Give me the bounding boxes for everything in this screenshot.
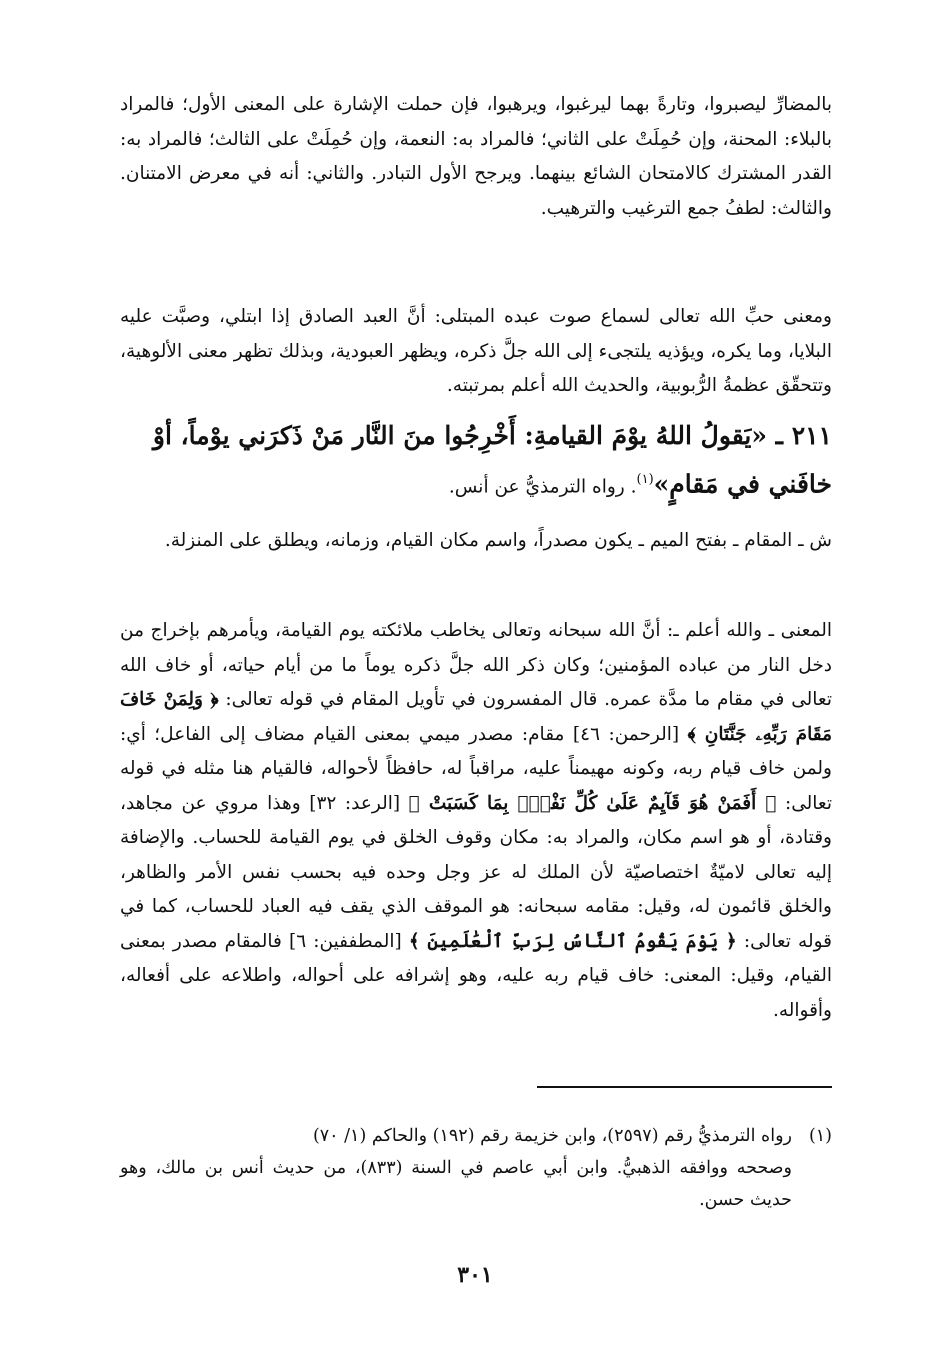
hadith-narration: . رواه الترمذيُّ عن أنس. <box>448 476 637 498</box>
meaning-part-4: [المطففين: ٦] فالمقام مصدر بمعنى القيام، وقيل: المعنى: خاف قيام ربه عليه، وهو إشرافه على أحواله، واطلاعه على أفعاله، وأقواله. <box>120 930 832 1021</box>
hadith-text: ٢١١ ـ «يَقولُ اللهُ يوْمَ القيامةِ: أَخْرِجُوا منَ النَّار مَنْ ذَكرَني يوْماً، أوْ خافَني في مَقامٍ» <box>152 421 832 499</box>
paragraph-love-meaning-text: ومعنى حبِّ الله تعالى لسماع صوت عبده المبتلى: أنَّ العبد الصادق إذا ابتلي، وصبَّت عليه البلايا، وما يكره، ويؤذيه يلتجىء إلى الله جلَّ ذكره، ويظهر العبودية، وبذلك تظهر معنى الألوهية، وتتحقّق عظمةُ الرُّبوبية، والحديث الله أعلم بمرتبته. <box>120 306 832 396</box>
paragraph-meaning <box>120 614 832 1028</box>
paragraph-intro-text: بالمضارِّ ليصبروا، وتارةً بهما ليرغبوا، ويرهبوا، فإن حملت الإشارة على المعنى الأول؛ فالمراد بالبلاء: المحنة، وإن حُمِلَتْ على الثاني؛ فالمراد به: النعمة، وإن حُمِلَتْ على الثالث؛ فالمراد به: القدر المشترك كالامتحان الشائع بينهما. ويرجح الأول التبادر. والثاني: أنه في معرض الامتنان. والثالث: لطفُ جمع الترغيب والترهيب. <box>120 94 832 219</box>
paragraph-sharh-text: ش ـ المقام ـ بفتح الميم ـ يكون مصدراً، واسم مكان القيام، وزمانه، ويطلق على المنزلة. <box>164 530 832 551</box>
footnote-rest: وصححه ووافقه الذهبيُّ. وابن أبي عاصم في السنة (٨٣٣)، من حديث أنس بن مالك، وهو حديث حسن. <box>120 1158 792 1210</box>
footnote-1 <box>120 1120 832 1216</box>
meaning-part-2: [الرحمن: ٤٦] مقام: مصدر ميمي بمعنى القيام مضاف إلى الفاعل؛ أي: ولمن خاف قيام ربه، وكونه مهيمناً عليه، مراقباً له، حافظاً لأحواله، فالقيام هنا مثله في قوله تعالى: <box>120 723 832 814</box>
meaning-part-3: [الرعد: ٣٢] وهذا مروي عن مجاهد، وقتادة، أو هو اسم مكان، والمراد به: مكان وقوف الخلق في يوم القيامة للحساب. والإضافة إليه تعالى لاميّةٌ اختصاصيّة لأن الملك له عز وجل وحده فيه بحسب نفس الأمر والظاهر، والخلق قائمون له، وقيل: مقامه سبحانه: هو الموقف الذي يقف فيه العباد للحساب، كما في قوله تعالى: <box>120 792 832 952</box>
hadith-211 <box>120 414 832 509</box>
quran-verse-raad: ﴿ أَفَمَنْ هُوَ قَآيِمٌ عَلَىٰ كُلِّ نَفْسٍۭ بِمَا كَسَبَتْ ﴾ <box>408 792 777 814</box>
paragraph-love-meaning <box>120 300 832 404</box>
paragraph-sharh <box>120 524 832 559</box>
footnote-separator <box>537 1086 832 1088</box>
footnote-continuation <box>120 1152 832 1216</box>
meaning-part-1: المعنى ـ والله أعلم ـ: أنَّ الله سبحانه وتعالى يخاطب ملائكته يوم القيامة، ويأمرهم بإخراج من دخل النار من عباده المؤمنين؛ وكان ذكر الله جلَّ ذكره يوماً ما من أيام حياته، أو خاف الله تعالى في مقام ما مدَّة عمره. قال المفسرون في تأويل المقام في قوله تعالى: <box>120 620 832 710</box>
quran-verse-mutaffifin: ﴿ يَوْمَ يَقُومُ ٱلنَّاسُ لِرَبِّ ٱلْعَٰلَمِينَ ﴾ <box>408 930 737 952</box>
paragraph-intro <box>120 88 832 226</box>
page-number: ٣٠١ <box>457 1262 493 1288</box>
footnote-ref[interactable]: (١) <box>636 472 654 487</box>
footnote-number: (١) <box>808 1126 832 1146</box>
quran-verse-rahman: ﴿ وَلِمَنْ خَافَ مَقَامَ رَبِّهِۦ جَنَّتَانِ ﴾ <box>120 689 833 745</box>
footnote-first-line <box>120 1120 832 1152</box>
footnote-line1: رواه الترمذيُّ رقم (٢٥٩٧)، وابن خزيمة رقم (١٩٢) والحاكم (١/ ٧٠) <box>312 1126 792 1146</box>
